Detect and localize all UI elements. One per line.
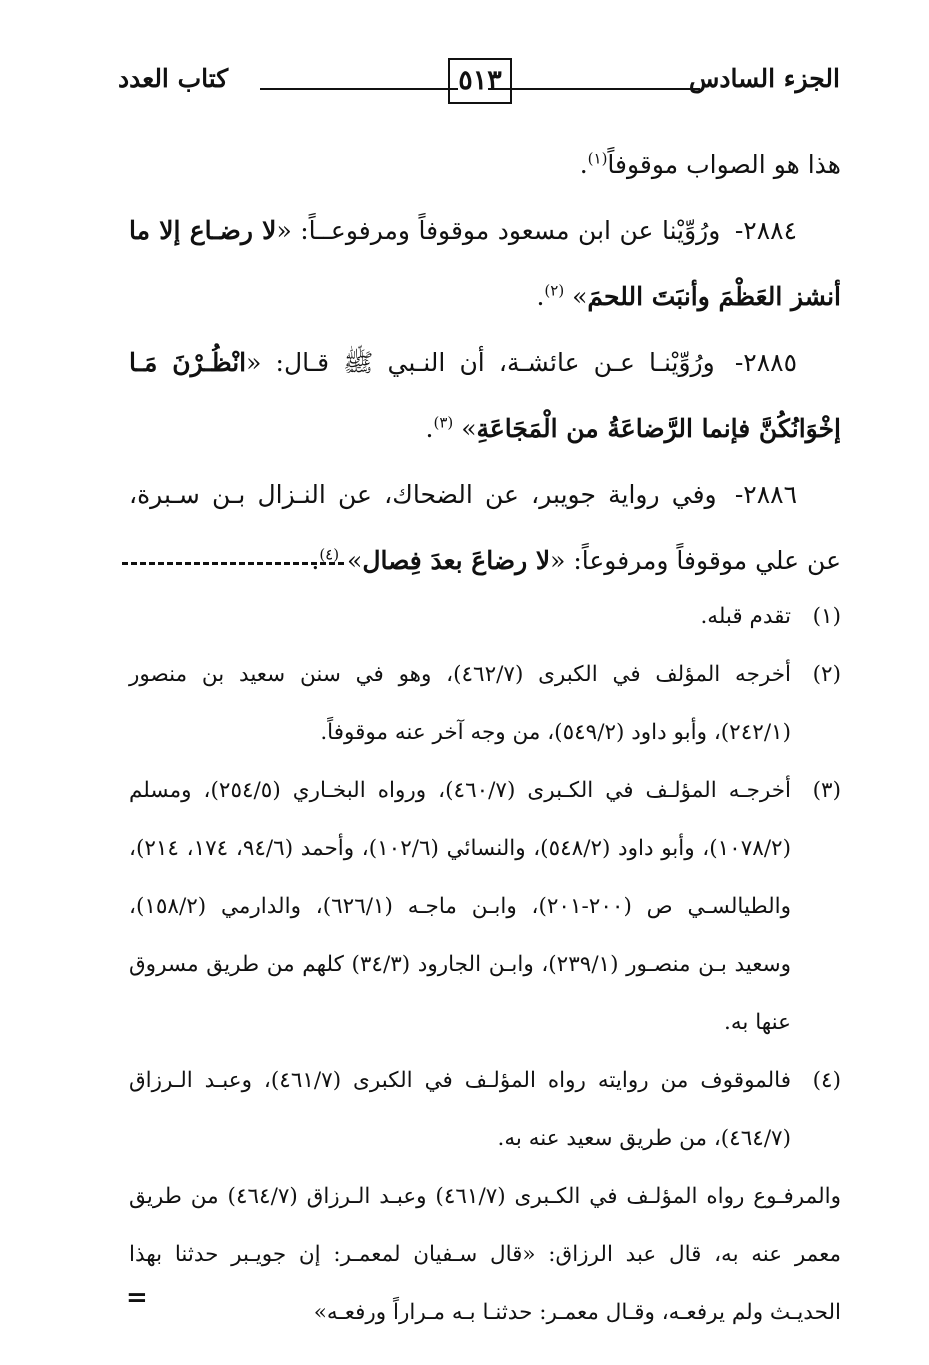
footnote-separator: [122, 562, 344, 565]
hadith-2886: ٢٨٨٦- وفي رواية جويبر، عن الضحاك، عن النـزال بـن سـبرة، عن علي موقوفاً ومرفوعاً: «لا رضاعَ بعدَ فِصال» $^{(٤)}$.: [129, 480, 841, 575]
hadith-2885: ٢٨٨٥- ورُوِّيْنـا عـن عائشـة، أن النـبي ﷺ قـال: «انْظُـرْنَ مَـا إخْوَانُكُنَّ فإنما الرَّضاعَةُ من الْمَجَاعَةِ» $^{(٣)}$.: [129, 348, 841, 443]
footnote-ref: (١): [587, 149, 608, 168]
footnote-2: [129, 646, 841, 762]
footnote-3: [129, 762, 841, 1052]
page-header: [118, 58, 840, 110]
quote-close: »: [461, 414, 477, 443]
hadith-2884: ٢٨٨٤- ورُوِّيْنا عن ابن مسعود موقوفاً ومرفوعــاً: «لا رضـاع إلا ما أنشز العَظْمَ وأنبَتَ اللحمَ» $^{(٢)}$.: [129, 216, 841, 311]
hadith-number: ٢٨٨٦-: [734, 480, 797, 509]
footnote-number: (٢): [812, 662, 841, 687]
hadith-number: ٢٨٨٤-: [734, 216, 797, 245]
footnote-number: (١): [812, 604, 841, 629]
book-title: كتاب العدد: [118, 64, 229, 93]
footnote-4-continuation: [129, 1168, 841, 1342]
footnote-number: (٤): [812, 1068, 841, 1093]
paragraph-text: هذا هو الصواب موقوفاً: [607, 150, 841, 179]
header-rule-left: [260, 88, 458, 90]
footnote-ref: (٣): [433, 413, 454, 432]
footnote-text: فالموقوف من روايته رواه المؤلـف في الكبرى (٤٦١/٧)، وعبـد الـرزاق (٤٦٤/٧)، من طريق سعيد عنه به.: [129, 1068, 791, 1151]
hadith-text: ورُوِّيْنـا عـن عائشـة، أن النـبي ﷺ قـال: «: [246, 348, 715, 377]
footnote-text: والمرفـوع رواه المؤلـف في الكـبرى (٤٦١/٧) وعبـد الـرزاق (٤٦٤/٧) من طريق معمر عنه به، قال عبد الرزاق: «قال سـفيان لمعمـر: إن جويـبر حدثنا بهذا الحديـث ولم يرفعـه، وقـال معمـر: حدثنـا بـه مـراراً ورفعـه»: [129, 1184, 841, 1325]
hadith-quote: لا رضـاع إلا ما أنشز العَظْمَ وأنبَتَ اللحمَ: [129, 216, 841, 311]
footnotes: [129, 588, 841, 1342]
main-text: [129, 132, 841, 594]
hadith-text: ورُوِّيْنا عن ابن مسعود موقوفاً ومرفوعــاً: «: [276, 216, 721, 245]
footnote-1: [129, 588, 841, 646]
hadith-quote: انْظُـرْنَ مَـا إخْوَانُكُنَّ فإنما الرَّضاعَةُ من الْمَجَاعَةِ: [129, 348, 841, 443]
paragraph-1: هذا هو الصواب موقوفاً$^{(١)}$.: [579, 149, 841, 179]
continuation-mark: =: [126, 1283, 148, 1313]
footnote-number: (٣): [812, 778, 841, 803]
hadith-number: ٢٨٨٥-: [734, 348, 797, 377]
footnote-text: أخرجه المؤلف في الكبرى (٤٦٢/٧)، وهو في سنن سعيد بن منصور (٢٤٢/١)، وأبو داود (٥٤٩/٢)، من وجه آخر عنه موقوفاً.: [129, 662, 791, 745]
footnote-text: تقدم قبله.: [700, 604, 791, 629]
footnote-text: أخرجـه المؤلـف في الكـبرى (٤٦٠/٧)، ورواه البخـاري (٢٥٤/٥)، ومسلم (١٠٧٨/٢)، وأبو داود (٥٤٨/٢)، والنسائي (١٠٢/٦)، وأحمد (٩٤/٦، ١٧٤، ٢١٤)، والطيالسـي ص (٢٠٠-٢٠١)، وابـن ماجـه (٦٢٦/١)، والدارمي (١٥٨/٢)، وسعيد بـن منصـور (٢٣٩/١)، وابـن الجارود (٣٤/٣) كلهم من طريق مسروق عنها به.: [129, 778, 792, 1035]
hadith-text: وفي رواية جويبر، عن الضحاك، عن النـزال بـن سـبرة، عن علي موقوفاً ومرفوعاً: «: [129, 480, 841, 575]
quote-close: »: [347, 546, 363, 575]
hadith-quote: لا رضاعَ بعدَ فِصال: [362, 546, 551, 575]
page-number: ٥١٣: [448, 58, 512, 104]
footnote-ref: (٤): [319, 545, 340, 564]
volume-label: الجزء السادس: [688, 64, 840, 93]
header-rule-right: [488, 88, 700, 90]
footnote-4: [129, 1052, 841, 1168]
footnote-ref: (٢): [544, 281, 565, 300]
quote-close: »: [572, 282, 588, 311]
